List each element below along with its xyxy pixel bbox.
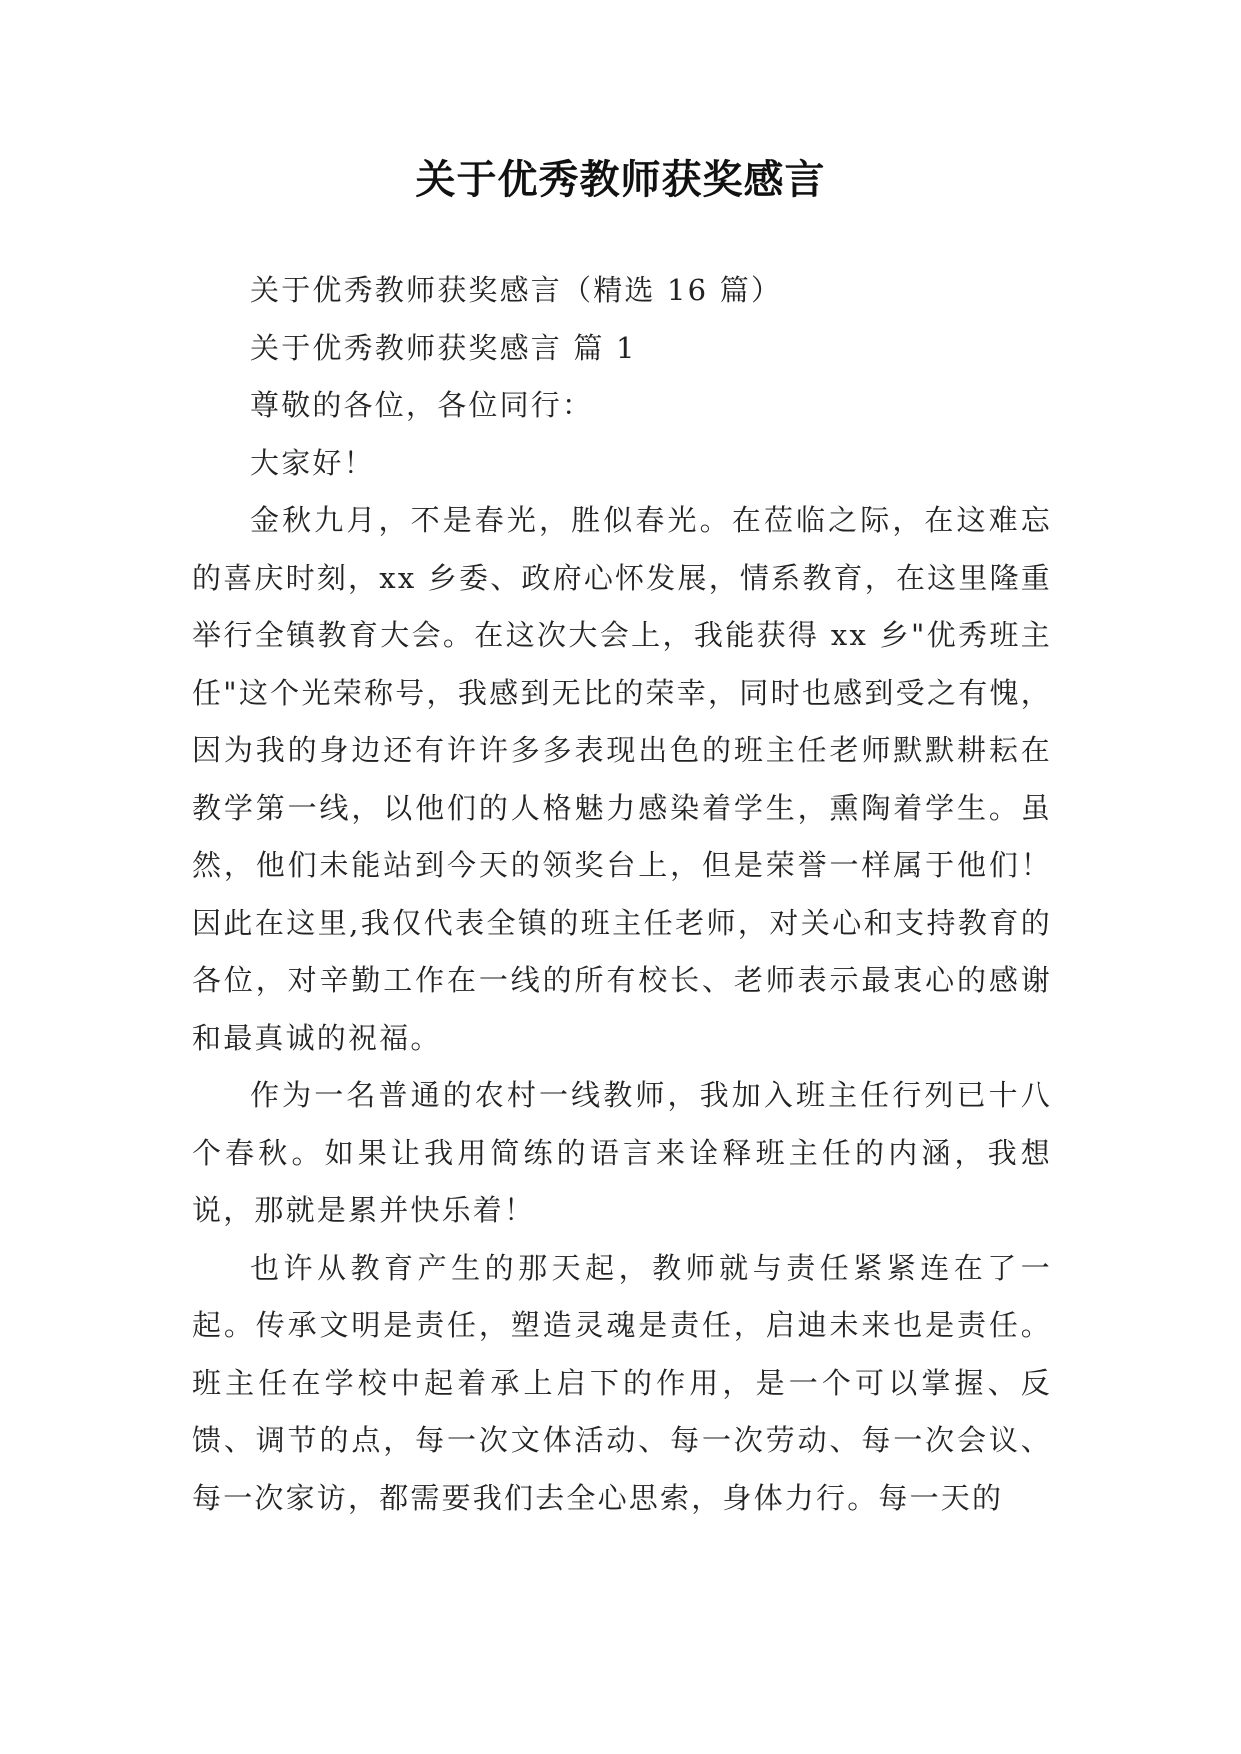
paragraph-body: 也许从教育产生的那天起，教师就与责任紧紧连在了一起。传承文明是责任，塑造灵魂是责任，启迪未来也是责任。班主任在学校中起着承上启下的作用，是一个可以掌握、反馈、调节的点，每一次文体活动、每一次劳动、每一次会议、每一次家访，都需要我们去全心思索，身体力行。每一天的 [192,1250,1052,1515]
paragraph-greeting: 大家好！ [250,445,375,480]
paragraph-body: 作为一名普通的农村一线教师，我加入班主任行列已十八个春秋。如果让我用简练的语言来诠释班主任的内涵，我想说，那就是累并快乐着！ [192,1078,1052,1227]
document-title: 关于优秀教师获奖感言 [415,157,826,203]
document-body [192,262,1052,1527]
paragraph-salutation: 尊敬的各位，各位同行： [250,388,594,422]
paragraph-section-heading: 关于优秀教师获奖感言 篇 1 [250,330,637,365]
paragraph-body: 金秋九月，不是春光，胜似春光。在莅临之际，在这难忘的喜庆时刻，xx 乡委、政府心怀发展，情系教育，在这里隆重举行全镇教育大会。在这次大会上，我能获得 xx 乡"优秀班主任"这个光荣称号，我感到无比的荣幸，同时也感到受之有愧，因为我的身边还有许许多多表现出色的班主任老师默默耕耘在教学第一线，以他们的人格魅力感染着学生，熏陶着学生。虽然，他们未能站到今天的领奖台上，但是荣誉一样属于他们！因此在这里,我仅代表全镇的班主任老师，对关心和支持教育的各位，对辛勤工作在一线的所有校长、老师表示最衷心的感谢和最真诚的祝福。 [192,503,1052,1055]
paragraph-subtitle: 关于优秀教师获奖感言（精选 16 篇） [250,273,783,307]
